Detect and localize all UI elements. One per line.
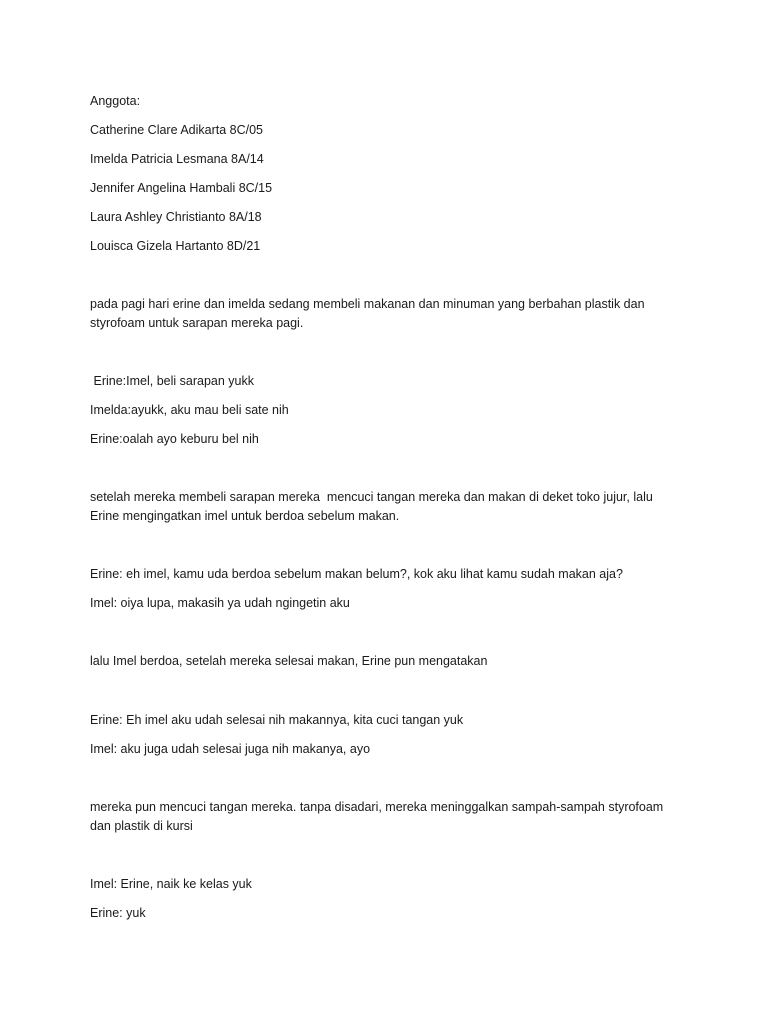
dialog-line: Imel: aku juga udah selesai juga nih makanya, ayo xyxy=(90,742,371,756)
member-item: Imelda Patricia Lesmana 8A/14 xyxy=(90,152,264,166)
dialog-line: Erine: eh imel, kamu uda berdoa sebelum makan belum?, kok aku lihat kamu sudah makan aja? xyxy=(90,567,623,581)
dialog-line: Erine:Imel, beli sarapan yukk xyxy=(90,374,254,388)
member-item: Catherine Clare Adikarta 8C/05 xyxy=(90,123,264,137)
narration-paragraph: setelah mereka membeli sarapan mereka mencuci tangan mereka dan makan di deket toko jujur, lalu Erine mengingatkan imel untuk berdoa sebelum makan. xyxy=(90,490,657,523)
member-item: Louisca Gizela Hartanto 8D/21 xyxy=(90,239,261,253)
narration-paragraph: lalu Imel berdoa, setelah mereka selesai makan, Erine pun mengatakan xyxy=(90,654,488,668)
members-heading: Anggota: xyxy=(90,94,141,108)
dialog-line: Erine: Eh imel aku udah selesai nih makannya, kita cuci tangan yuk xyxy=(90,713,464,727)
narration-paragraph: pada pagi hari erine dan imelda sedang membeli makanan dan minuman yang berbahan plastik dan styrofoam untuk sarapan mereka pagi. xyxy=(90,297,649,330)
narration-paragraph: mereka pun mencuci tangan mereka. tanpa disadari, mereka meninggalkan sampah-sampah styrofoam dan plastik di kursi xyxy=(90,800,667,833)
dialog-line: Erine: yuk xyxy=(90,906,146,920)
member-item: Jennifer Angelina Hambali 8C/15 xyxy=(90,181,273,195)
dialog-line: Erine:oalah ayo keburu bel nih xyxy=(90,432,259,446)
dialog-line: Imel: Erine, naik ke kelas yuk xyxy=(90,877,252,891)
dialog-line: Imelda:ayukk, aku mau beli sate nih xyxy=(90,403,289,417)
dialog-line: Imel: oiya lupa, makasih ya udah ngingetin aku xyxy=(90,596,350,610)
member-item: Laura Ashley Christianto 8A/18 xyxy=(90,210,262,224)
